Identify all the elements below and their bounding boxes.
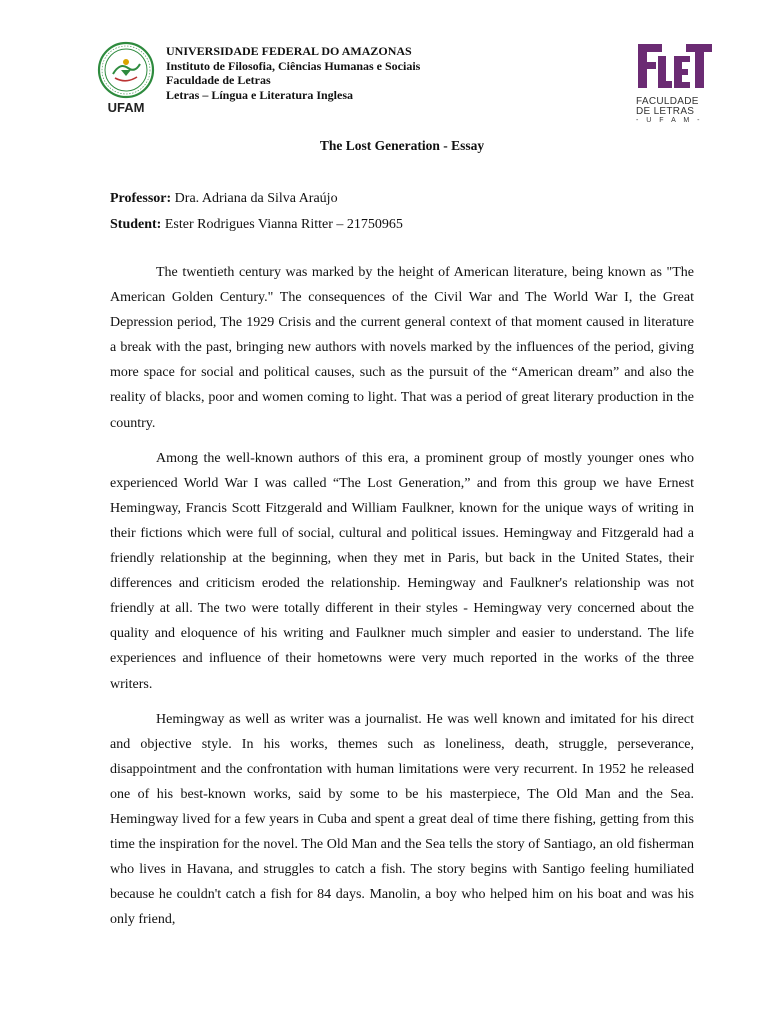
flet-caption bbox=[636, 97, 714, 126]
essay-paragraph: Hemingway as well as writer was a journalist. He was well known and imitated for his direct and objective style. In his works, themes such as loneliness, death, struggle, perseverance, disappointment and the confrontation with human limitations were very recurrent. In 1952 he released one of his best-known works, said by some to be his masterpiece, The Old Man and the Sea. Hemingway lived for a few years in Cuba and spent a great deal of time there fishing, getting from this time the inspiration for the novel. The Old Man and the Sea tells the story of Santiago, an old fisherman who lives in Havana, and struggles to catch a fish. The story begins with Santigo feeling humiliated because he couldn't catch a fish for 84 days. Manolin, a boy who helped him on his boat and was his only friend, bbox=[110, 711, 694, 928]
essay-paragraph: Among the well-known authors of this era, a prominent group of mostly younger ones who experienced World War I was called “The Lost Generation,” and from this group we have Ernest Hemingway, Francis Scott Fitzgerald and William Faulkner, known for the unique ways of writing in their fictions which were full of social, cultural and political issues. Hemingway and Fitzgerald had a friendly relationship at the beginning, when they met in Paris, but back in the United States, their differences and criticism eroded the relationship. Hemingway and Faulkner's relationship was not friendly at all. The two were totally different in their styles - Hemingway very concerned about the quality and eloquence of his writing and Faulkner much simpler and easier to understand. The life experiences and influence of their hometowns were very much reported in the works of the three writers. bbox=[110, 450, 694, 692]
flet-caption-line: DE LETRAS bbox=[636, 105, 695, 117]
student-label: Student: bbox=[110, 217, 162, 232]
document-header bbox=[0, 0, 768, 130]
essay-paragraph: The twentieth century was marked by the height of American literature, being known as "The American Golden Century." The consequences of the Civil War and The World War I, the Great Depression period, The 1929 Crisis and the current general context of that moment caused in literature a break with the past, bringing new authors with novels marked by the influences of the period, giving more space for social and political causes, such as the pursuit of the “American dream” and also the reality of blacks, poor and women coming to light. That was a period of great literary production in the country. bbox=[110, 265, 694, 431]
institution-line: Instituto de Filosofia, Ciências Humanas e Sociais bbox=[166, 58, 421, 73]
flet-caption-line: - U F A M - bbox=[636, 117, 703, 124]
essay-body bbox=[110, 260, 694, 942]
institution-line: UNIVERSIDADE FEDERAL DO AMAZONAS bbox=[166, 44, 412, 58]
flet-caption-line: FACULDADE bbox=[636, 96, 699, 107]
ufam-seal-icon bbox=[93, 40, 159, 102]
student-line bbox=[110, 212, 403, 238]
institution-block bbox=[166, 44, 420, 102]
institution-line: Faculdade de Letras bbox=[166, 73, 271, 87]
professor-line bbox=[110, 186, 403, 212]
professor-name: Dra. Adriana da Silva Araújo bbox=[171, 191, 338, 206]
flet-logo bbox=[636, 44, 714, 128]
ufam-logo bbox=[93, 40, 159, 118]
document-meta bbox=[110, 186, 403, 238]
professor-label: Professor: bbox=[110, 191, 172, 206]
ufam-logo-text: UFAM bbox=[107, 100, 145, 115]
document-title: The Lost Generation - Essay bbox=[319, 138, 485, 153]
student-name: Ester Rodrigues Vianna Ritter – 21750965 bbox=[161, 217, 403, 232]
institution-line: Letras – Língua e Literatura Inglesa bbox=[166, 87, 353, 102]
flet-logo-mark-icon bbox=[636, 44, 712, 88]
